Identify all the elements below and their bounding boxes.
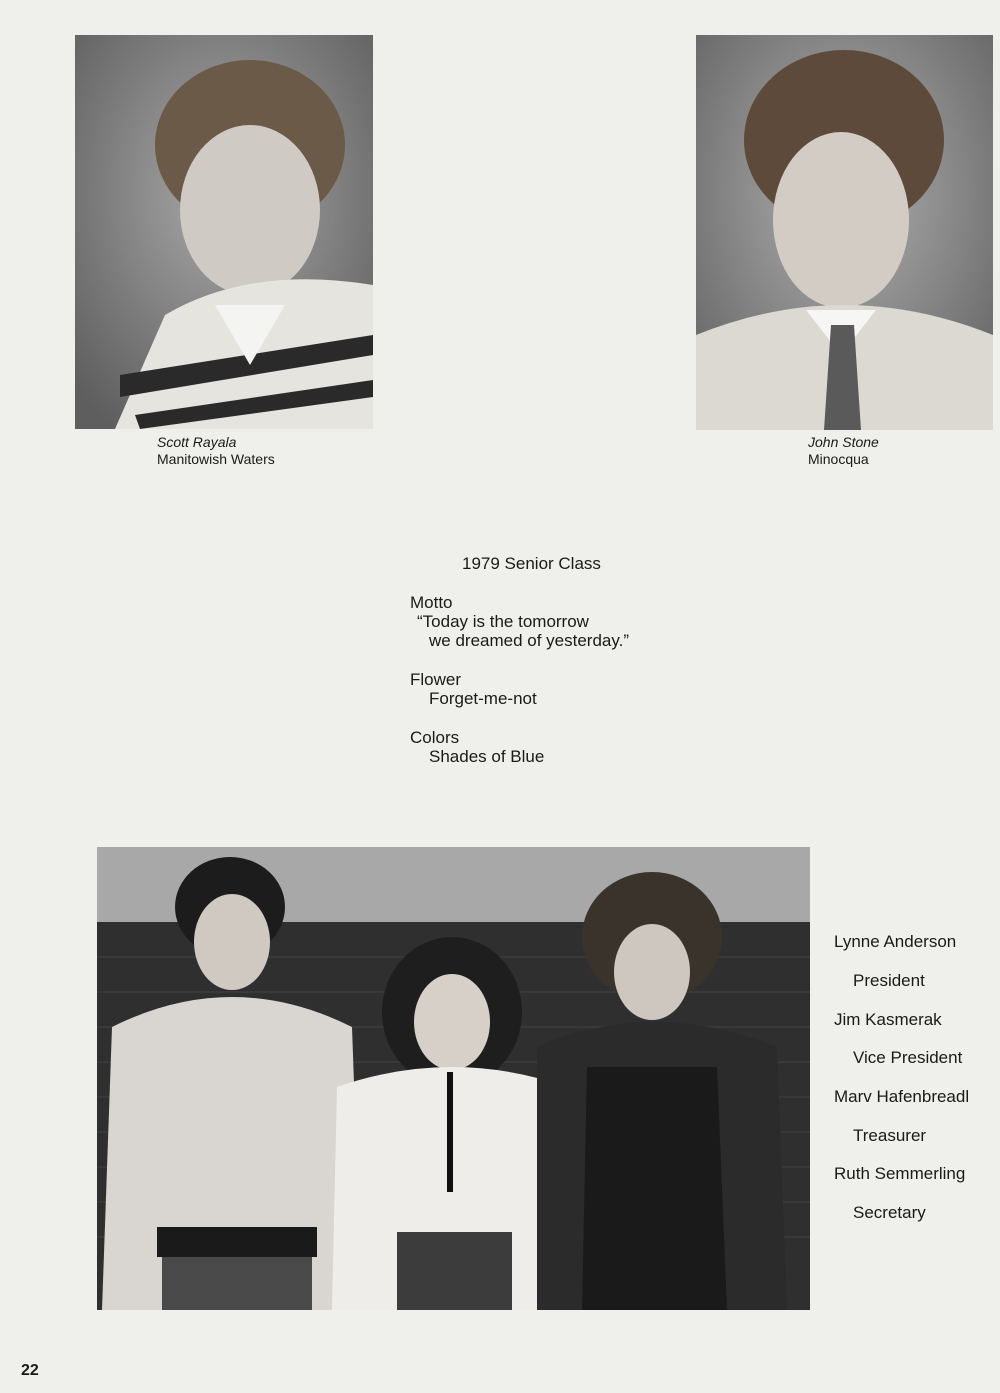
portrait-town: Minocqua — [808, 451, 869, 467]
portrait-name: John Stone — [808, 434, 879, 450]
caption-john-stone — [808, 434, 879, 468]
officer-title: Secretary — [853, 1203, 926, 1222]
senior-class-title: 1979 Senior Class — [462, 554, 601, 573]
motto-line-1: “Today is the tomorrow — [417, 612, 589, 631]
motto-label: Motto — [410, 593, 453, 612]
portrait-name: Scott Rayala — [157, 434, 237, 450]
officer-title: Treasurer — [853, 1126, 927, 1145]
colors-value: Shades of Blue — [429, 747, 545, 766]
caption-scott-rayala — [157, 434, 275, 468]
class-officers-group-photo — [97, 847, 810, 1310]
colors-label: Colors — [410, 728, 460, 747]
officer-title: Vice President — [853, 1048, 963, 1067]
portrait-photo-scott-rayala — [75, 35, 373, 429]
flower-value: Forget-me-not — [429, 689, 537, 708]
officer-name: Marv Hafenbreadl — [834, 1087, 970, 1106]
portrait-photo-john-stone — [696, 35, 993, 430]
motto-line-2: we dreamed of yesterday.” — [429, 631, 629, 650]
officer-title: President — [853, 971, 925, 990]
officer-name: Jim Kasmerak — [834, 1010, 942, 1029]
flower-label: Flower — [410, 670, 462, 689]
officer-name: Ruth Semmerling — [834, 1164, 966, 1183]
page-number: 22 — [21, 1362, 39, 1379]
officer-name: Lynne Anderson — [834, 932, 957, 951]
portrait-town: Manitowish Waters — [157, 451, 275, 467]
